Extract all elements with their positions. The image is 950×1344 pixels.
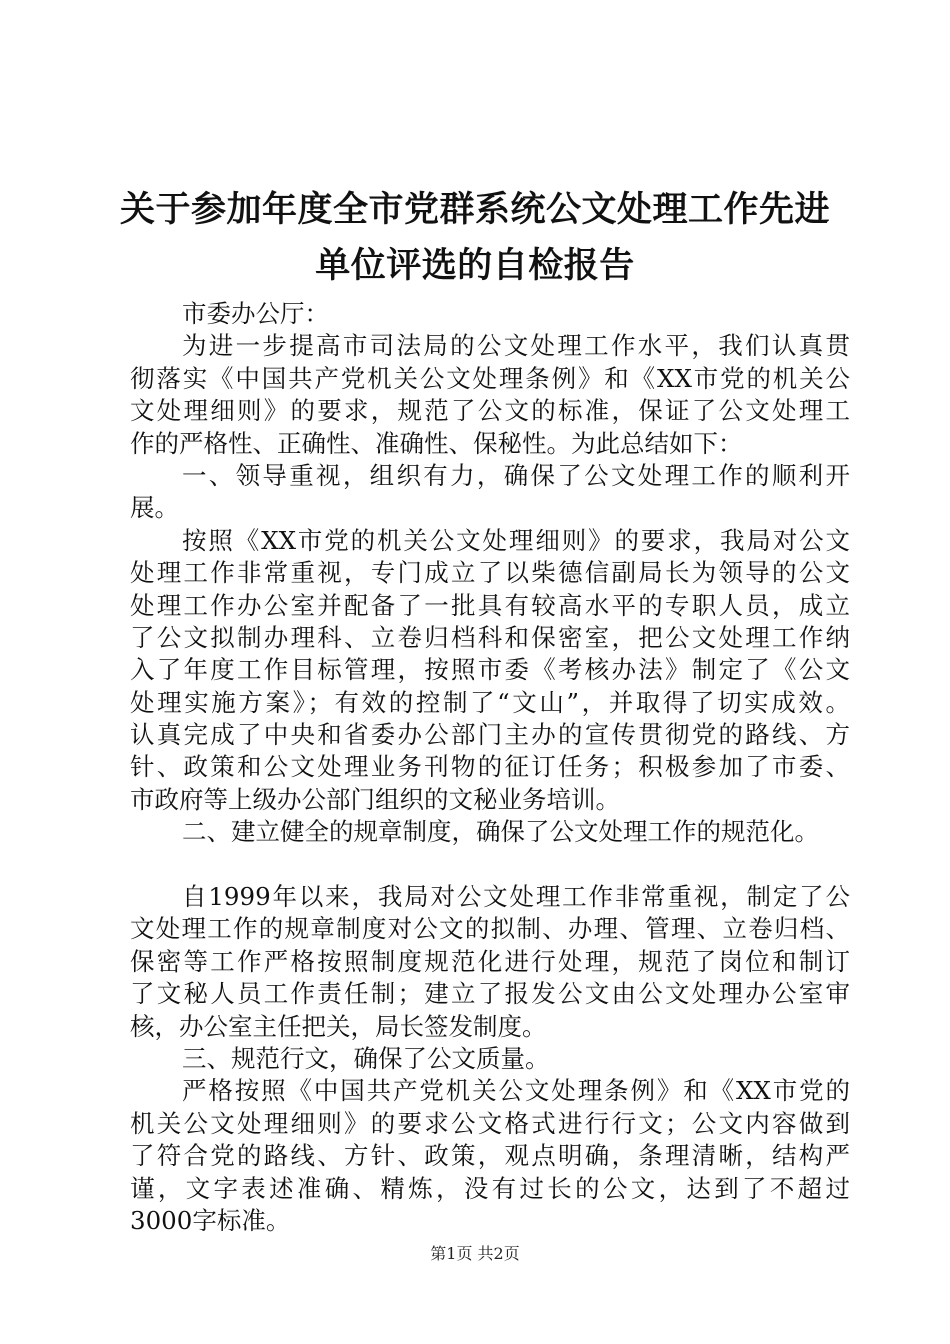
- section-heading: 一、领导重视，组织有力，确保了公文处理工作的顺利开: [182, 460, 850, 490]
- body-line: 彻落实《中国共产党机关公文处理条例》和《XX市党的机关公: [130, 363, 850, 393]
- body-line: 文处理工作的规章制度对公文的拟制、办理、管理、立卷归档、: [130, 914, 850, 944]
- body-line: 处理工作办公室并配备了一批具有较高水平的专职人员，成立: [130, 590, 850, 620]
- section-heading: 展。: [130, 493, 179, 523]
- body-line: 了公文拟制办理科、立卷归档科和保密室，把公文处理工作纳: [130, 622, 850, 652]
- body-line: 处理工作非常重视，专门成立了以柴德信副局长为领导的公文: [130, 558, 850, 588]
- body-line: 按照《XX市党的机关公文处理细则》的要求，我局对公文: [182, 525, 850, 555]
- document-title-line-1: 关于参加年度全市党群系统公文处理工作先进: [119, 190, 830, 230]
- salutation: 市委办公厅：: [182, 299, 329, 328]
- body-line: 入了年度工作目标管理，按照市委《考核办法》制定了《公文: [130, 655, 850, 685]
- document-title-line-2: 单位评选的自检报告: [315, 246, 635, 286]
- body-line: 市政府等上级办公部门组织的文秘业务培训。: [130, 784, 620, 814]
- body-line: 核，办公室主任把关，局长签发制度。: [130, 1011, 547, 1041]
- body-line: 文处理细则》的要求，规范了公文的标准，保证了公文处理工: [130, 396, 850, 426]
- body-line: 严格按照《中国共产党机关公文处理条例》和《XX市党的: [182, 1076, 850, 1106]
- body-line: 谨，文字表述准确、精炼，没有过长的公文，达到了不超过: [130, 1173, 850, 1203]
- body-line: 自1999年以来，我局对公文处理工作非常重视，制定了公: [182, 882, 850, 912]
- section-heading: 二、建立健全的规章制度，确保了公文处理工作的规范化。: [182, 817, 819, 847]
- blank-line: [130, 849, 850, 881]
- body-line: 3000字标准。: [130, 1205, 291, 1235]
- page-footer: 第1页 共2页: [430, 1244, 520, 1263]
- body-line: 作的严格性、正确性、准确性、保秘性。为此总结如下：: [130, 428, 743, 458]
- body-line: 处理实施方案》；有效的控制了“文山”，并取得了切实成效。: [130, 687, 850, 717]
- body-line: 针、政策和公文处理业务刊物的征订任务；积极参加了市委、: [130, 752, 850, 782]
- body-line: 保密等工作严格按照制度规范化进行处理，规范了岗位和制订: [130, 946, 850, 976]
- body-line: 认真完成了中央和省委办公部门主办的宣传贯彻党的路线、方: [130, 720, 850, 750]
- document-body: [130, 298, 850, 1237]
- body-line: 机关公文处理细则》的要求公文格式进行行文；公文内容做到: [130, 1108, 850, 1138]
- section-heading: 三、规范行文，确保了公文质量。: [182, 1043, 550, 1073]
- body-line: 了文秘人员工作责任制；建立了报发公文由公文处理办公室审: [130, 979, 850, 1009]
- body-line: 了符合党的路线、方针、政策，观点明确，条理清晰，结构严: [130, 1141, 850, 1171]
- body-line: 为进一步提高市司法局的公文处理工作水平，我们认真贯: [182, 331, 850, 361]
